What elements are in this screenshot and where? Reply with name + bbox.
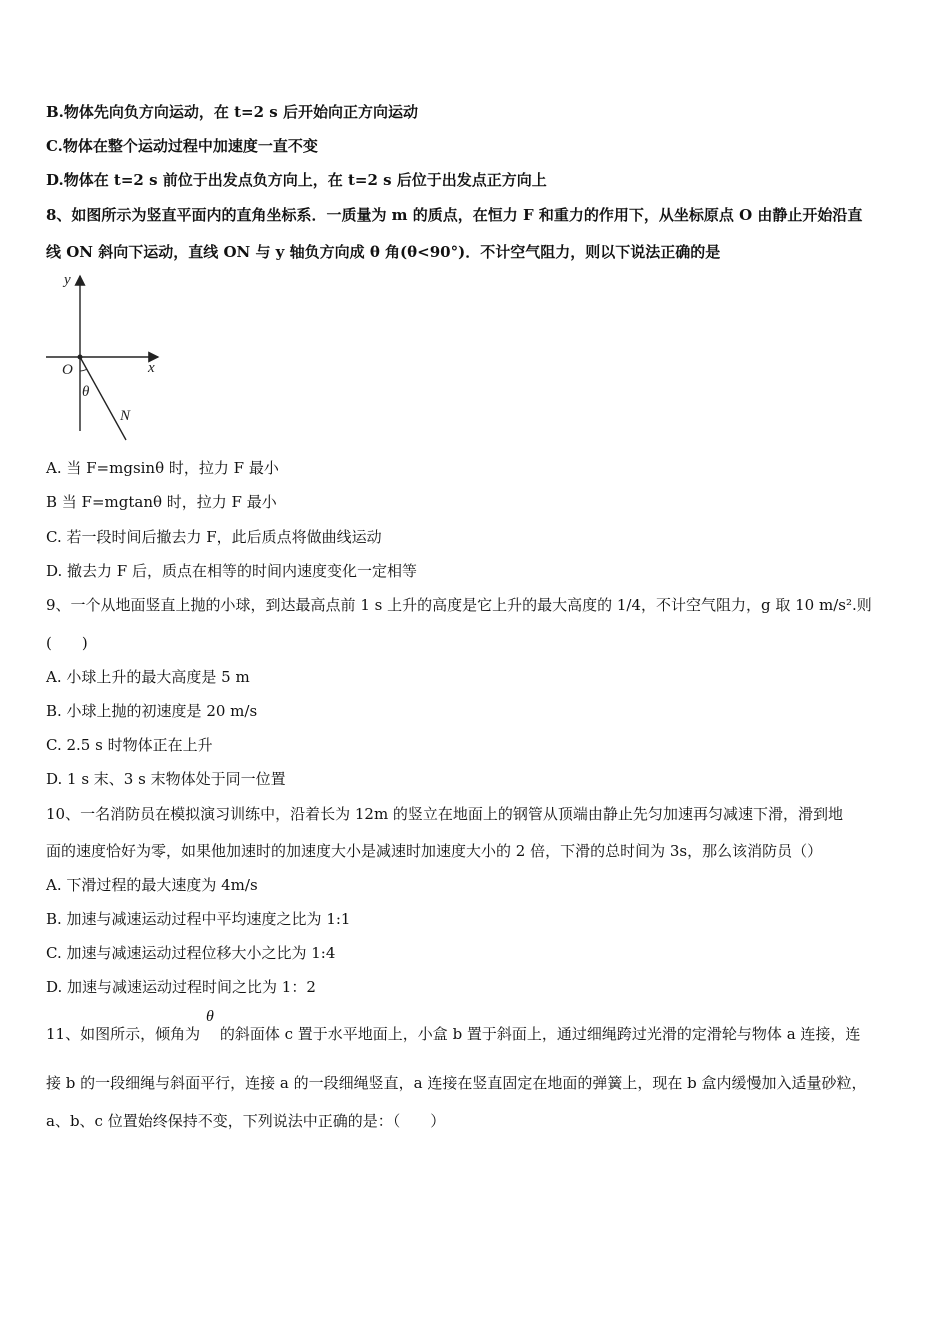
q8-option-a: A. 当 F=mgsinθ 时，拉力 F 最小: [46, 459, 279, 477]
q11-theta-symbol: θ: [206, 1008, 214, 1025]
q11-stem-line-3: a、b、c 位置始终保持不变，下列说法中正确的是：（ ）: [46, 1112, 446, 1130]
q7-option-c: C.物体在整个运动过程中加速度一直不变: [46, 137, 318, 155]
origin-dot: [78, 355, 83, 360]
q10-stem-line-1: 10、一名消防员在模拟演习训练中，沿着长为 12m 的竖立在地面上的钢管从顶端由静止先匀加速再匀减速下滑，滑到地: [46, 805, 843, 823]
q10-option-b: B. 加速与减速运动过程中平均速度之比为 1:1: [46, 910, 351, 928]
q8-stem-line-1: 8、如图所示为竖直平面内的直角坐标系．一质量为 m 的质点，在恒力 F 和重力的作用下，从坐标原点 O 由静止开始沿直: [46, 206, 863, 224]
q11-stem-line-1: 11、如图所示，倾角为 的斜面体 c 置于水平地面上，小盒 b 置于斜面上，通过细绳跨过光滑的定滑轮与物体 a 连接，连: [46, 1025, 861, 1043]
x-label: x: [148, 360, 155, 376]
q10-stem-line-2: 面的速度恰好为零，如果他加速时的加速度大小是减速时加速度大小的 2 倍，下滑的总时间为 3s，那么该消防员（）: [46, 842, 823, 860]
q8-option-c: C. 若一段时间后撤去力 F，此后质点将做曲线运动: [46, 528, 382, 546]
angle-label: θ: [82, 384, 90, 400]
q9-option-c: C. 2.5 s 时物体正在上升: [46, 736, 213, 754]
q9-option-b: B. 小球上抛的初速度是 20 m/s: [46, 702, 258, 720]
q9-stem-line-1: 9、一个从地面竖直上抛的小球，到达最高点前 1 s 上升的高度是它上升的最大高度的 1/4，不计空气阻力，g 取 10 m/s².则: [46, 596, 872, 614]
q8-option-d: D. 撤去力 F 后，质点在相等的时间内速度变化一定相等: [46, 562, 417, 580]
q8-coordinate-figure: [40, 268, 170, 443]
q10-option-d: D. 加速与减速运动过程时间之比为 1：2: [46, 978, 316, 996]
q9-option-d: D. 1 s 末、3 s 末物体处于同一位置: [46, 770, 286, 788]
q7-option-d: D.物体在 t=2 s 前位于出发点负方向上，在 t=2 s 后位于出发点正方向上: [46, 171, 547, 189]
q7-option-b: B.物体先向负方向运动，在 t=2 s 后开始向正方向运动: [46, 103, 418, 121]
q8-stem-line-2: 线 ON 斜向下运动，直线 ON 与 y 轴负方向成 θ 角(θ<90°)．不计空气阻力，则以下说法正确的是: [46, 243, 721, 261]
y-label: y: [64, 272, 71, 288]
angle-arc: [80, 369, 87, 371]
q11-stem-line-2: 接 b 的一段细绳与斜面平行，连接 a 的一段细绳竖直，a 连接在竖直固定在地面的弹簧上，现在 b 盒内缓慢加入适量砂粒，: [46, 1074, 867, 1092]
q9-option-a: A. 小球上升的最大高度是 5 m: [46, 668, 250, 686]
q10-option-c: C. 加速与减速运动过程位移大小之比为 1:4: [46, 944, 336, 962]
q10-option-a: A. 下滑过程的最大速度为 4m/s: [46, 876, 258, 894]
q9-stem-line-2: ( ): [46, 634, 88, 652]
origin-label: O: [62, 362, 73, 378]
n-label: N: [120, 408, 131, 424]
q8-option-b: B 当 F=mgtanθ 时，拉力 F 最小: [46, 493, 277, 511]
